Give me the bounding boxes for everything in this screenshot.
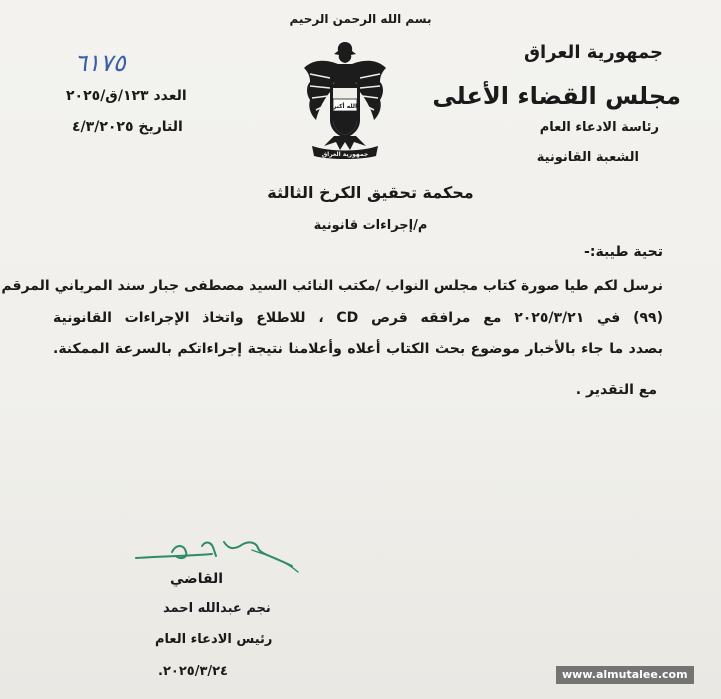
reference-number: العدد ١٢٣/ق/٢٠٢٥ [66, 88, 187, 104]
presidency-name: رئاسة الادعاء العام [539, 120, 659, 135]
signatory-name: نجم عبدالله احمد [163, 601, 271, 616]
handwritten-number [55, 44, 145, 82]
signatory-role: القاضي [170, 571, 224, 587]
signature-date: ٢٠٢٥/٣/٢٤. [158, 664, 228, 679]
country-name: جمهورية العراق [523, 42, 663, 63]
body-line: نرسل لكم طيا صورة كتاب مجلس النواب /مكتب النائب السيد مصطفى جبار سند المرياني المرقم [1, 278, 663, 294]
site-watermark: www.almutalee.com [556, 666, 694, 684]
body-line: (٩٩) في ٢٠٢٥/٣/٢١ مع مرافقه قرص CD ، للاطلاع واتخاذ الإجراءات القانونية [53, 310, 663, 326]
council-name: مجلس القضاء الأعلى [432, 82, 681, 110]
addressee-court: محكمة تحقيق الكرخ الثالثة [267, 183, 474, 202]
emblem-motto: الله أكبر [332, 103, 358, 110]
signatory-title: رئيس الادعاء العام [155, 632, 273, 647]
basmala: بسم الله الرحمن الرحيم [289, 12, 432, 26]
closing-phrase: مع التقدير . [575, 382, 657, 398]
reference-date: التاريخ ٤/٣/٢٠٢٥ [72, 119, 183, 135]
greeting: تحية طيبة:- [584, 244, 663, 260]
division-name: الشعبة القانونية [536, 150, 639, 165]
iraq-eagle-emblem-icon [300, 38, 390, 160]
emblem-caption: جمهورية العراق [321, 151, 369, 158]
subject-line: م/إجراءات قانونية [313, 218, 428, 233]
body-line: بصدد ما جاء بالأخبار موضوع بحث الكتاب أعلاه وأعلامنا نتيجة إجراءاتكم بالسرعة الممكنة. [53, 341, 663, 357]
svg-text:٦١٧٥: ٦١٧٥ [74, 49, 126, 77]
